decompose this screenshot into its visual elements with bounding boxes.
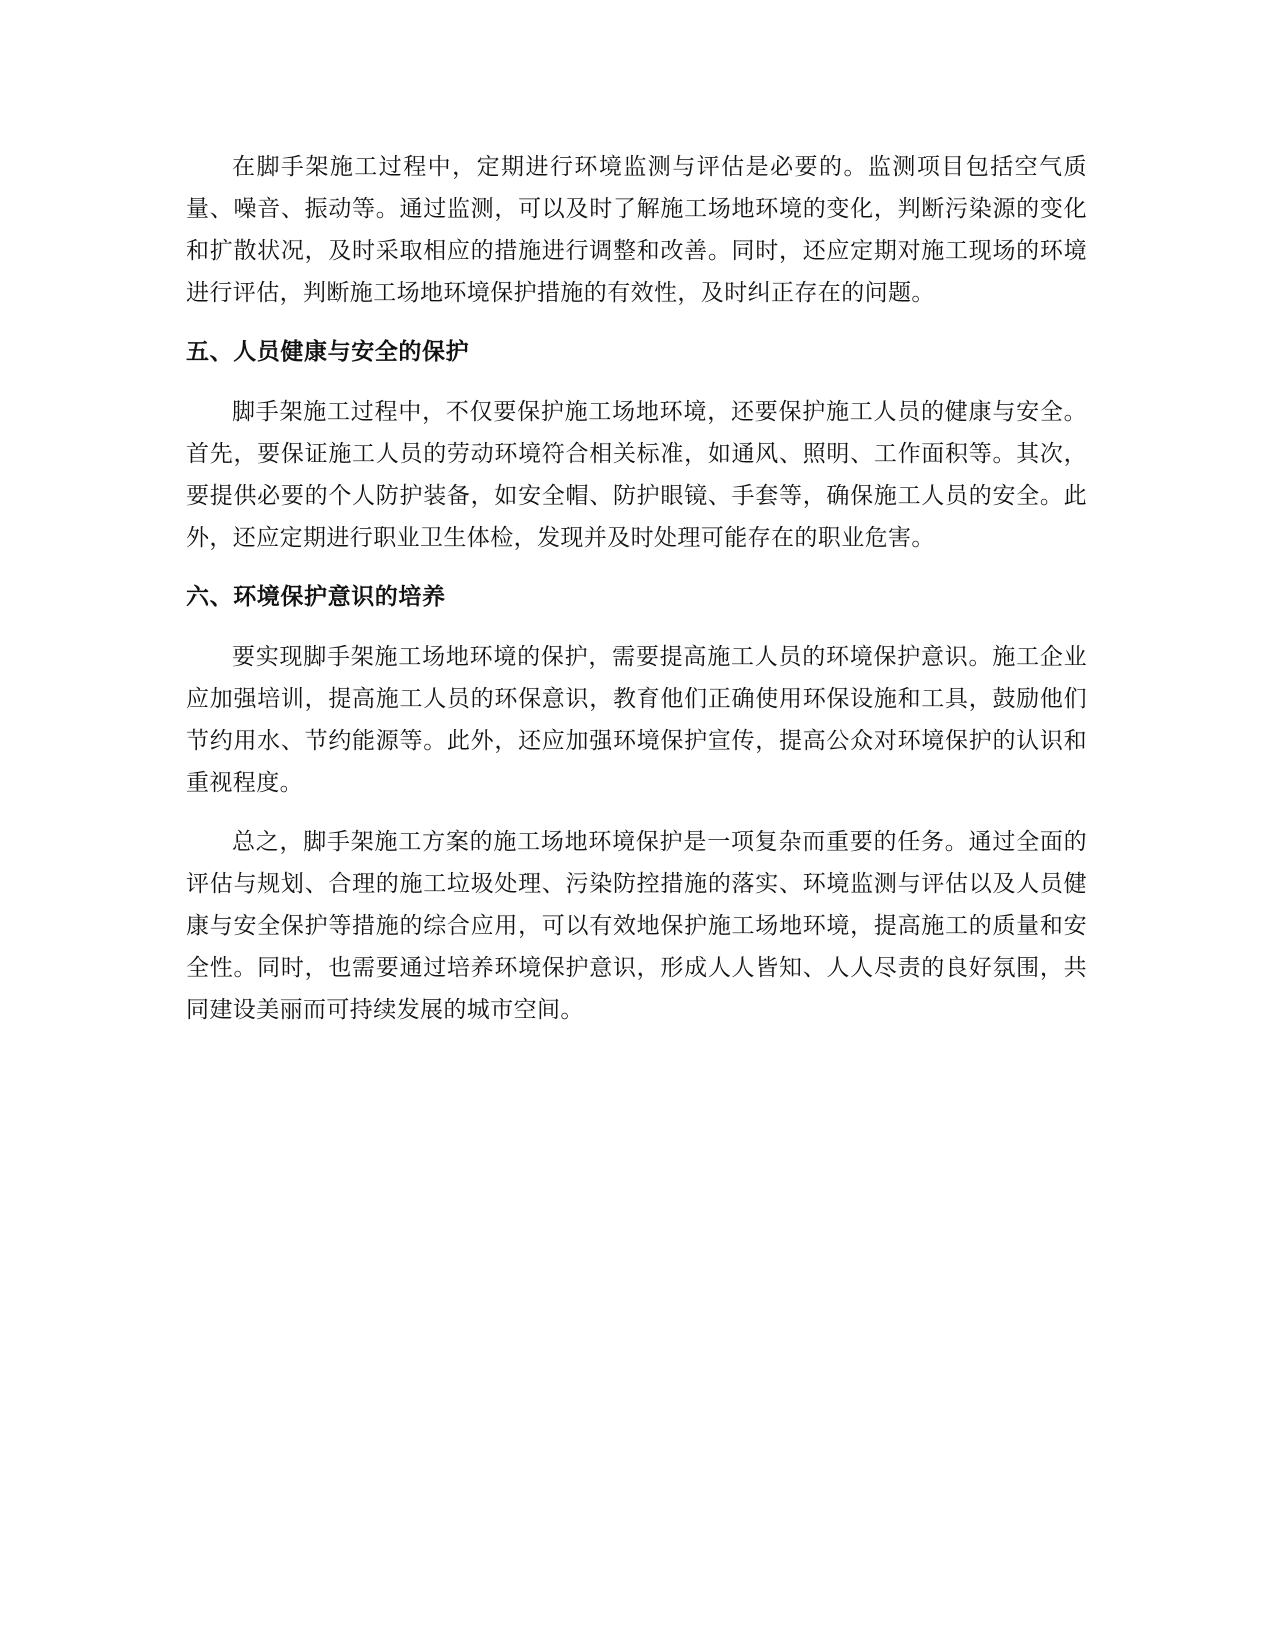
paragraph-health-safety: 脚手架施工过程中，不仅要保护施工场地环境，还要保护施工人员的健康与安全。首先，要保证施工人员的劳动环境符合相关标准，如通风、照明、工作面积等。其次，要提供必要的个人防护装备，如安全帽、防护眼镜、手套等，确保施工人员的安全。此外，还应定期进行职业卫生体检，发现并及时处理可能存在的职业危害。 — [186, 399, 1087, 551]
paragraph-awareness: 要实现脚手架施工场地环境的保护，需要提高施工人员的环境保护意识。施工企业应加强培训，提高施工人员的环保意识，教育他们正确使用环保设施和工具，鼓励他们节约用水、节约能源等。此外，还应加强环境保护宣传，提高公众对环境保护的认识和重视程度。 — [186, 644, 1087, 796]
section-heading-health-safety: 五、人员健康与安全的保护 — [186, 339, 470, 365]
paragraph-environment-monitoring: 在脚手架施工过程中，定期进行环境监测与评估是必要的。监测项目包括空气质量、噪音、振动等。通过监测，可以及时了解施工场地环境的变化，判断污染源的变化和扩散状况，及时采取相应的措施进行调整和改善。同时，还应定期对施工现场的环境进行评估，判断施工场地环境保护措施的有效性，及时纠正存在的问题。 — [186, 154, 1087, 306]
section-heading-awareness: 六、环境保护意识的培养 — [186, 584, 446, 610]
document-body — [186, 146, 1087, 1048]
paragraph-conclusion: 总之，脚手架施工方案的施工场地环境保护是一项复杂而重要的任务。通过全面的评估与规划、合理的施工垃圾处理、污染防控措施的落实、环境监测与评估以及人员健康与安全保护等措施的综合应用，可以有效地保护施工场地环境，提高施工的质量和安全性。同时，也需要通过培养环境保护意识，形成人人皆知、人人尽责的良好氛围，共同建设美丽而可持续发展的城市空间。 — [186, 829, 1087, 1023]
